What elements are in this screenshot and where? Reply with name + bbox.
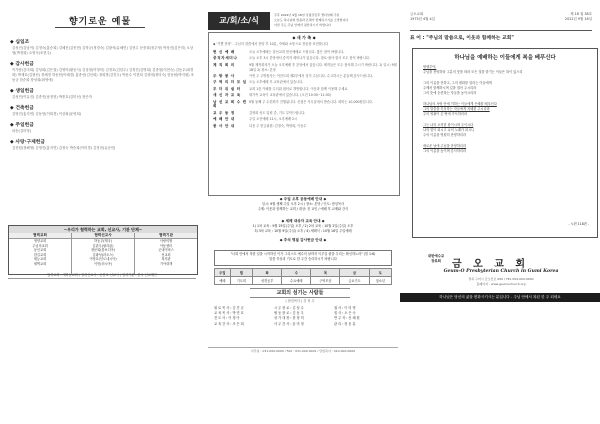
- column-header: 협력선교사: [72, 233, 134, 239]
- news-row: [213, 124, 397, 129]
- partner-banner: ~우리가 협력하는 교회, 선교사, 기관 단체~: [9, 226, 197, 233]
- offering-section: [10, 87, 195, 100]
- officer-entry: 성 가 대 장 : 한 정 미: [274, 316, 304, 321]
- table-cell: 성경공부: [253, 277, 282, 285]
- news-key: 봉 사 안 내: [213, 123, 235, 128]
- header-line: 이번 주도 주님 안에서 평안하시기 바랍니다: [274, 22, 331, 27]
- officer-entry: 사 무 간 사 : 윤 미 정: [274, 321, 304, 326]
- news-key: 주 방 봉 사: [213, 73, 235, 78]
- list-item: 김광성(라오스): [92, 252, 114, 257]
- news-value: 오늘 오후예배 후 교육관에서 있습니다.: [249, 80, 304, 85]
- news-list: [213, 50, 397, 130]
- table-cell: 수: [282, 269, 311, 277]
- list-item: 새벽교회: [33, 261, 47, 266]
- offering-section: [10, 121, 195, 134]
- offering-section: [10, 60, 195, 83]
- denomination-line: 장로회: [431, 259, 441, 263]
- psalm-line: 할렐루야,: [423, 65, 437, 69]
- news-title: 교/회/소/식: [208, 12, 270, 30]
- bible-verse: "너희 안에서 착한 일을 시작하신 이가 그리스도 예수의 날까지 이루실 줄을 우리는 확신하노라" (빌 1:6): [230, 252, 376, 256]
- issue-line: 2022년 9월 18일: [564, 17, 592, 21]
- news-box-banner: ◆ 새 가 족 ◆: [292, 35, 316, 40]
- issue-info: [410, 12, 592, 22]
- news-value: 다음 주 헌금위원: 김정숙, 박영희, 이동수: [249, 123, 307, 128]
- news-value: 오늘 오후 3시 본당에서 중직자 세미나가 있습니다. 장로·권사·집사 모두 참석 바랍니다.: [249, 56, 370, 61]
- section-body: 김성민(이유진) 김종진(남정현) 박종호(김미선) 장은자: [12, 95, 92, 99]
- news-row: [213, 111, 397, 116]
- officers-title: 교회의 섬기는 사람들: [250, 288, 350, 298]
- psalm-title: 하나님을 예배하는 이들에게 복을 베푸신다: [454, 55, 556, 61]
- prayer-offering-panel: [0, 0, 200, 424]
- psalm-line: 주의 이름을 영원히 찬양하리라: [423, 133, 467, 137]
- news-value: 주일 오전예배 11시, 오후예배 2시: [249, 117, 298, 122]
- officer-entry: 교 육 간 사 : 조 은 희: [214, 321, 244, 326]
- news-row: [213, 56, 397, 61]
- news-key: 무 더 위 쉼 터: [213, 86, 241, 91]
- officer-entry: 집 사 : 오 은 숙: [334, 311, 356, 316]
- news-row: [213, 117, 397, 122]
- issue-line: 1975년 4월 4일: [410, 17, 435, 21]
- news-key: 교 우 동 정: [213, 110, 235, 115]
- psalm-line: 주의 영광이 온 땅에 가득하리라: [423, 112, 468, 116]
- news-key: 남 선 교 회 수 련 회: [213, 99, 247, 109]
- table-cell: 금: [340, 269, 369, 277]
- officer-entry: 원 로 목 사 : 김 진 규: [214, 306, 244, 310]
- header-rule: [55, 27, 145, 28]
- header-line: 주후 2022년 9월 18일 성령강림후 열다섯째 주일: [274, 13, 340, 17]
- header-line: 오늘도 하나님의 말씀과 은혜가 함께하시기를 소망합니다: [274, 17, 349, 22]
- officer-entry: 협 동 장 로 : 김 동 우: [274, 311, 304, 316]
- table-cell: 구역모임: [311, 277, 340, 285]
- list-item: 장문희(캄보디아): [90, 248, 116, 253]
- schedule-line: 3) 3차 교육 : 10월 9일(주일) 오후 / 4) 세례식 : 10월 16일 주일예배: [254, 228, 352, 233]
- baptism-notice: [208, 219, 398, 233]
- partner-columns: [9, 233, 197, 274]
- offering-list: [10, 38, 195, 155]
- news-key: 새 신 자 교 육: [213, 93, 241, 98]
- issue-left: [410, 12, 435, 22]
- section-title: ◆ 생일헌금: [10, 89, 34, 94]
- news-row: [213, 50, 397, 55]
- news-box: [208, 32, 400, 196]
- section-title: ◆ 건축헌금: [10, 106, 34, 111]
- news-value: 김영희 성도 입원 중, 기도 부탁드립니다.: [249, 110, 306, 115]
- issue-rule: [410, 30, 592, 31]
- list-item: 새능교회: [33, 257, 47, 262]
- table-cell: 예배: [215, 277, 231, 285]
- address-line: 홈페이지 : www.geumochurch.org: [476, 281, 526, 286]
- officer-entry: 권 사 : 이 미 영: [334, 306, 356, 310]
- news-key: 구 역 리 더 모 임: [213, 80, 247, 85]
- psalm-line: 그의 뜻에 순종하는 자들을 높이시리라: [423, 91, 477, 95]
- section-title: ◆ 사랑·구제헌금: [10, 140, 45, 145]
- table-cell: 토: [369, 269, 391, 277]
- psalm-body: [423, 65, 589, 160]
- section-title: ◆ 감사헌금: [10, 62, 34, 67]
- table-cell: 수요예배: [282, 277, 311, 285]
- news-header: [208, 12, 398, 30]
- psalm-line: 그의 이름을 전하고, 그의 평화를 알리는 이들에게: [423, 81, 492, 85]
- partner-column: [135, 233, 197, 274]
- section-title: ◆ 십일조: [10, 40, 30, 45]
- psalm-box: [412, 48, 598, 238]
- address-line: 경북 구미시 금오산로 000 / TEL 054-000-0000: [468, 277, 534, 281]
- news-value: 오늘 오후예배는 남선교회 헌신예배로 드립니다. 많은 참여 바랍니다.: [249, 50, 345, 54]
- psalm-stanza: [423, 65, 589, 75]
- schedule-line: 주제: 이웃과 함께하는 교회 / 대상: 전 교인 / 예배 후 교제와 간식: [257, 206, 349, 211]
- psalm-stanza: [423, 144, 589, 154]
- schedule-title: ◆ 세례 대상자 교육 안내 ◆: [281, 219, 325, 223]
- issue-line: 제 18 권 38호: [570, 12, 592, 16]
- section-body: 파송(김미영): [12, 129, 32, 133]
- news-row: [213, 93, 397, 98]
- psalm-line: 하나님의 사랑 안에 거하는 이들에게 은혜를 베푸신다: [423, 102, 497, 106]
- psalm-line: 주님을 찬양하라 그분의 뜻을 따라 모든 것을 맡기는 이들은 복이 있으리: [423, 70, 523, 74]
- list-item: 이민(러시아): [94, 261, 112, 266]
- cover-panel: [400, 0, 600, 424]
- partner-column: [72, 233, 135, 274]
- news-header-text: [274, 13, 398, 27]
- issue-line: 금오교회: [410, 12, 424, 16]
- offering-section: [10, 138, 195, 151]
- psalm-reference: - 시편 118편 -: [568, 222, 589, 226]
- list-item: 주님의교회: [32, 243, 48, 248]
- officers-subtitle: ( 담임목사 ) 강 성 수: [285, 299, 315, 303]
- offering-section: [10, 38, 195, 56]
- partner-column: [9, 233, 72, 274]
- list-item: 김관우(필리핀): [92, 243, 114, 248]
- psalm-line: 나의 힘이 되시고 나의 노래가 되시니: [423, 128, 475, 132]
- psalm-line: 새로운 날에 주님을 찬양하리라: [423, 144, 467, 148]
- table-cell: 주일: [215, 269, 231, 277]
- denomination: [424, 254, 448, 264]
- list-item: 이영호(인도네시아): [89, 257, 117, 262]
- psalm-stanza: [423, 81, 589, 96]
- section-body: 김성진(김남이) 김정숙(홍승희) 김혜진(김종현) 김학규(정경숙) 김광석(유혜민) 김현수 문종희(정우영) 박상진(김은미) 오상엽(박정희) 오영식(조현주): [12, 46, 194, 55]
- schedule-line: 1) 1차 교육 : 9월 25일(주일) 오후 / 2) 2차 교육 : 10월 2일(주일) 오후: [252, 223, 354, 228]
- schedule-notice: [208, 197, 398, 211]
- list-item: 굿네이버스: [158, 248, 174, 253]
- psalm-stanza: [423, 123, 589, 138]
- section-body: 김영진(홍지연) 김동현(이희경) 이상희(윤영희): [12, 112, 82, 116]
- table-cell: 월: [230, 269, 252, 277]
- news-key: 헌 신 예 배: [213, 50, 235, 54]
- table-cell: 금요기도: [340, 277, 369, 285]
- church-english-name: Geum-O Presbyterian Church in Gumi Korea: [443, 269, 559, 274]
- news-row: [213, 80, 397, 85]
- psalm-line: 그의 이름을 높이며 감사하리라: [423, 149, 467, 153]
- officer-entry: 전 도 사 : 이 정 아: [214, 316, 240, 321]
- offering-section: [10, 104, 195, 117]
- table-row: [215, 277, 392, 285]
- issue-right: [565, 12, 592, 22]
- table-cell: 청소년: [369, 277, 391, 285]
- schedule-title: ◆ 주일 오후 공동예배 안내 ◆: [279, 197, 327, 201]
- list-item: 복지관: [161, 257, 171, 262]
- church-address: [410, 277, 592, 286]
- contact-footer: 사무실 : 031-000-0000 / FAX : 031-000-0001 / 담임목사 : 010-000-0000: [208, 347, 398, 353]
- column-header: 협력교회: [9, 233, 71, 239]
- offering-header: 향기로운 예물: [68, 17, 132, 27]
- officer-entry: 교 육 목 사 : 박 민 호: [214, 311, 244, 316]
- officer-entry: 시 무 장 로 : 김 성 수: [274, 306, 304, 310]
- officer-entry: 반 주 자 : 신 혜 원: [334, 316, 360, 321]
- news-box-intro: ◆ '기쁨 찬양' - 주님의 말씀에서 찬양 후 10분, 자체와 소통으로 찬송을 표현합니다: [213, 42, 328, 46]
- table-cell: 목: [311, 269, 340, 277]
- church-identity: [410, 252, 592, 290]
- column-header: 협력기관: [135, 233, 197, 239]
- list-item: 선교회: [161, 252, 171, 257]
- table-cell: 기도회: [230, 277, 252, 285]
- partner-box: [8, 225, 198, 275]
- news-row: [213, 87, 397, 92]
- table-cell: 화: [253, 269, 282, 277]
- list-item: 하동우(태국): [94, 239, 112, 243]
- section-body: 김종원(정해영) 김영진(홍지연) 김정숙 박승희(이미경) 김정현(유승민): [12, 146, 116, 150]
- officer-row: [214, 322, 394, 327]
- table-header-row: [215, 269, 392, 277]
- psalm-line: 그는 나의 오직한 왕이시며 주이시다: [423, 123, 474, 127]
- holiday-notice: [208, 238, 398, 243]
- list-item: 동신교회: [33, 248, 47, 253]
- partner-footer: 협력교회 : 새하늘교회 / 협력선교사 : 손봉호 선교사 / 협력기관 : 한국 선교재단: [8, 273, 196, 279]
- news-row: [213, 63, 397, 73]
- list-item: 한길교회: [33, 252, 47, 257]
- footer-banner: 하나님은 당신의 삶을 변화시키시는 분입니다 - 주님 안에서 복된 한 주 되세요: [400, 293, 600, 302]
- church-name: 금 오 교 회: [452, 259, 530, 270]
- officers-list: [214, 306, 394, 327]
- news-key: 제 직 회 의: [213, 62, 235, 67]
- list-item: 아동센터: [159, 243, 173, 248]
- news-key: 예 배 안 내: [213, 117, 235, 122]
- psalm-line: 주께서 함께하시며 길을 열어 주시리라: [423, 86, 477, 90]
- section-title: ◆ 주일헌금: [10, 123, 34, 128]
- news-key: 중직자세미나: [213, 56, 238, 61]
- news-value: 새가족 교육이 교육관에서 있습니다. (오전 10:30~11:30): [249, 93, 331, 98]
- list-item: 기아대책: [159, 261, 173, 266]
- news-value: 이번 주 주방봉사는 여전도회 제2부에서 섬겨 주십니다. 수고하시는 분들께 감사드립니다.: [249, 73, 374, 78]
- bible-verse-box: [214, 250, 392, 266]
- list-item: 영양교회: [33, 239, 47, 243]
- section-body: 이가람(김미희) 김성희(김은철) 김영아(황동식) 김상철(이영미) 김정호(김한수) 김정진(김명희) 김종철(이현숙) 김동우(최경화) 박재호(김형선) 정혜경 하동헌(이혜경) 홍종선(김선희) 정희경(김진우) 박동수 이현희 김성태(정미숙) 한동원(박지원) 조동규 한순희 장성희(최영애): [12, 68, 194, 82]
- bible-note: 말씀 묵상과 기도로 한 주간 승리하시기 바랍니다: [269, 257, 337, 262]
- psalm-line: 그의 말씀을 묵상하는 자들에게 지혜를 주시리라: [423, 107, 490, 111]
- officer-entry: 관 리 : 정 동 훈: [334, 321, 356, 326]
- weekly-schedule-table: [214, 268, 392, 285]
- schedule-title: ◆ 추석 명절 감사헌금 안내 ◆: [279, 238, 327, 242]
- church-motto: 표 어 : "주님의 말씀으로, 이웃과 함께하는 교회": [410, 36, 514, 41]
- psalm-stanza: [423, 102, 589, 117]
- news-row: [213, 100, 397, 110]
- news-value: 9월 제직회의가 오늘 오후예배 후 본당에서 있습니다. 제직들은 모두 참석해 주시기 바랍니다. 1) 일시: 9월 18일 2) 장소: 본당: [249, 62, 397, 72]
- news-value: 교회 1층 카페를 무더위 쉼터로 개방합니다. 이웃과 함께 이용해 주세요.: [249, 86, 349, 91]
- schedule-line: 일시: 9월 셋째 주일 오후 2시 / 장소: 본당 / 인도: 담임목사: [261, 201, 345, 206]
- church-news-panel: [200, 0, 400, 424]
- denomination-line: 대한예수교: [427, 254, 445, 258]
- news-value: 9월 둘째 주 수련회가 진행됩니다. 신청은 사무실에서 받습니다. 회비는 10,000원입니다.: [249, 99, 373, 104]
- list-item: 사랑의쌀: [159, 239, 173, 243]
- news-row: [213, 74, 397, 79]
